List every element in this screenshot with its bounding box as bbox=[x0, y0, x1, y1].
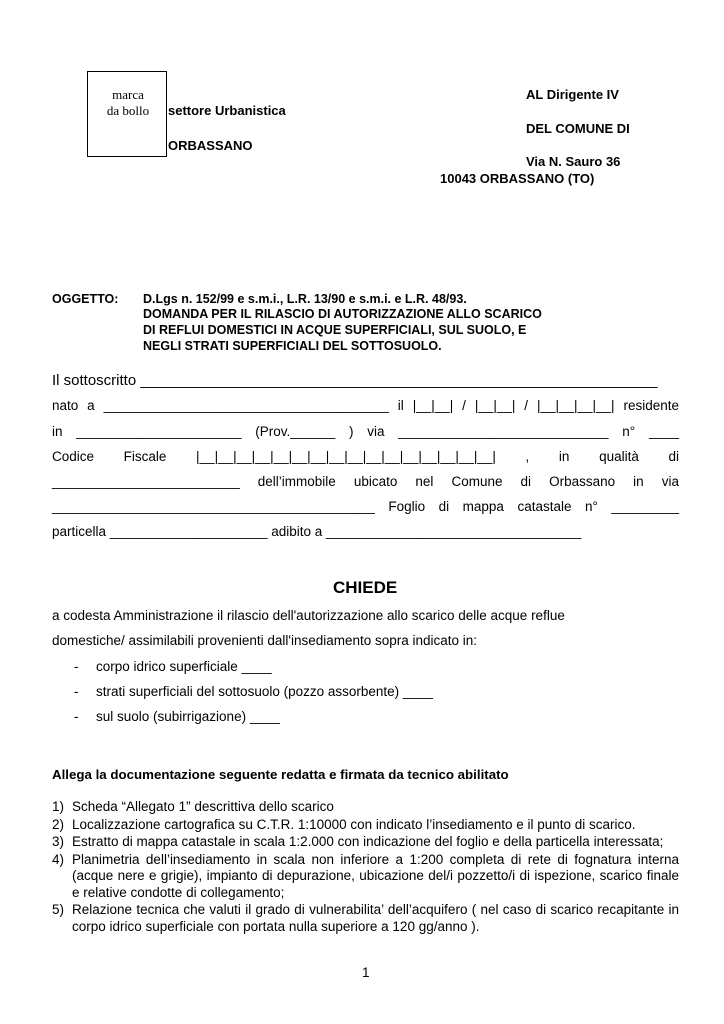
stamp-label bbox=[88, 87, 168, 119]
subject-line4: NEGLI STRATI SUPERFICIALI DEL SOTTOSUOLO. bbox=[143, 339, 442, 353]
recipient-line2: DEL COMUNE DI bbox=[526, 121, 630, 136]
attachments-list bbox=[52, 799, 679, 936]
subject-line3: DI REFLUI DOMESTICI IN ACQUE SUPERFICIALI, SUL SUOLO, E bbox=[143, 323, 527, 337]
attachment-item bbox=[52, 799, 679, 816]
subject-label: OGGETTO: bbox=[52, 292, 119, 306]
sender-city: ORBASSANO bbox=[168, 138, 253, 153]
attachment-number: 3) bbox=[52, 834, 65, 849]
request-option-surface-water: corpo idrico superficiale ____ bbox=[96, 659, 272, 674]
attachment-item bbox=[52, 834, 679, 851]
attachment-text: Planimetria dell’insediamento in scala non inferiore a 1:200 completa di rete di fognatura interna (acque nere e grigie), impianto di depurazione, ubicazione del/i pozzetto/i di ispezione, scarico finale e relative condotte di collegamento; bbox=[72, 851, 679, 900]
request-option-dash: - bbox=[74, 709, 79, 724]
form-birth-line: nato a ______________________________________ il |__|__| / |__|__| / |__|__|__|__| residente bbox=[52, 398, 679, 413]
request-title: CHIEDE bbox=[333, 578, 398, 597]
attachment-text: Scheda “Allegato 1” descrittiva dello scarico bbox=[72, 799, 334, 814]
attachment-number: 2) bbox=[52, 816, 65, 832]
request-line1: a codesta Amministrazione il rilascio dell'autorizzazione allo scarico delle acque reflue bbox=[52, 608, 565, 623]
recipient-line1: AL Dirigente IV bbox=[526, 87, 619, 102]
request-option-soil: sul suolo (subirrigazione) ____ bbox=[96, 709, 280, 724]
attachment-text: Estratto di mappa catastale in scala 1:2.000 con indicazione del foglio e della particella interessata; bbox=[72, 834, 664, 849]
request-option-dash: - bbox=[74, 659, 79, 674]
attachment-item bbox=[52, 902, 679, 935]
recipient-line4: 10043 ORBASSANO (TO) bbox=[440, 171, 595, 186]
attachment-number: 5) bbox=[52, 902, 65, 917]
attachment-text: Relazione tecnica che valuti il grado di vulnerabilita’ dell’acquifero ( nel caso di scarico recapitante in corpo idrico superficiale con portata nulla superiore a 120 gg/anno ). bbox=[72, 902, 679, 934]
attachment-text: Localizzazione cartografica su C.T.R. 1:10000 con indicato l’insediamento e il punto di scarico. bbox=[72, 816, 636, 832]
attachment-number: 4) bbox=[52, 851, 65, 867]
attachment-number: 1) bbox=[52, 799, 65, 814]
stamp-label-line2: da bollo bbox=[106, 103, 150, 118]
request-option-subsoil: strati superficiali del sottosuolo (pozzo assorbente) ____ bbox=[96, 684, 433, 699]
subject-line2: DOMANDA PER IL RILASCIO DI AUTORIZZAZIONE ALLO SCARICO bbox=[143, 307, 542, 321]
request-line2: domestiche/ assimilabili provenienti dall'insediamento sopra indicato in: bbox=[52, 633, 478, 648]
form-residence-line: in ______________________ (Prov.______ ) via ____________________________ n° ____ bbox=[52, 424, 679, 439]
attachments-heading: Allega la documentazione seguente redatta e firmata da tecnico abilitato bbox=[52, 767, 509, 782]
form-cadastral-line: ___________________________________________ Foglio di mappa catastale n° _________ bbox=[52, 499, 679, 514]
attachment-item bbox=[52, 852, 679, 902]
request-option-dash: - bbox=[74, 684, 79, 699]
form-signer-line: Il sottoscritto ______________________________________________________________ bbox=[52, 372, 658, 389]
revenue-stamp-box bbox=[87, 71, 167, 157]
page-number: 1 bbox=[362, 965, 370, 980]
attachment-item bbox=[52, 817, 679, 834]
recipient-line3: Via N. Sauro 36 bbox=[526, 154, 621, 169]
stamp-label-line1: marca bbox=[112, 87, 144, 102]
subject-line1: D.Lgs n. 152/99 e s.m.i., L.R. 13/90 e s.m.i. e L.R. 48/93. bbox=[143, 292, 467, 306]
form-tax-code-line: Codice Fiscale |__|__|__|__|__|__|__|__|__|__|__|__|__|__|__|__| , in qualità di bbox=[52, 449, 679, 464]
sender-office: settore Urbanistica bbox=[168, 103, 286, 118]
form-property-line: _________________________ dell’immobile ubicato nel Comune di Orbassano in via bbox=[52, 474, 679, 489]
form-parcel-line: particella _____________________ adibito a __________________________________ bbox=[52, 524, 582, 539]
